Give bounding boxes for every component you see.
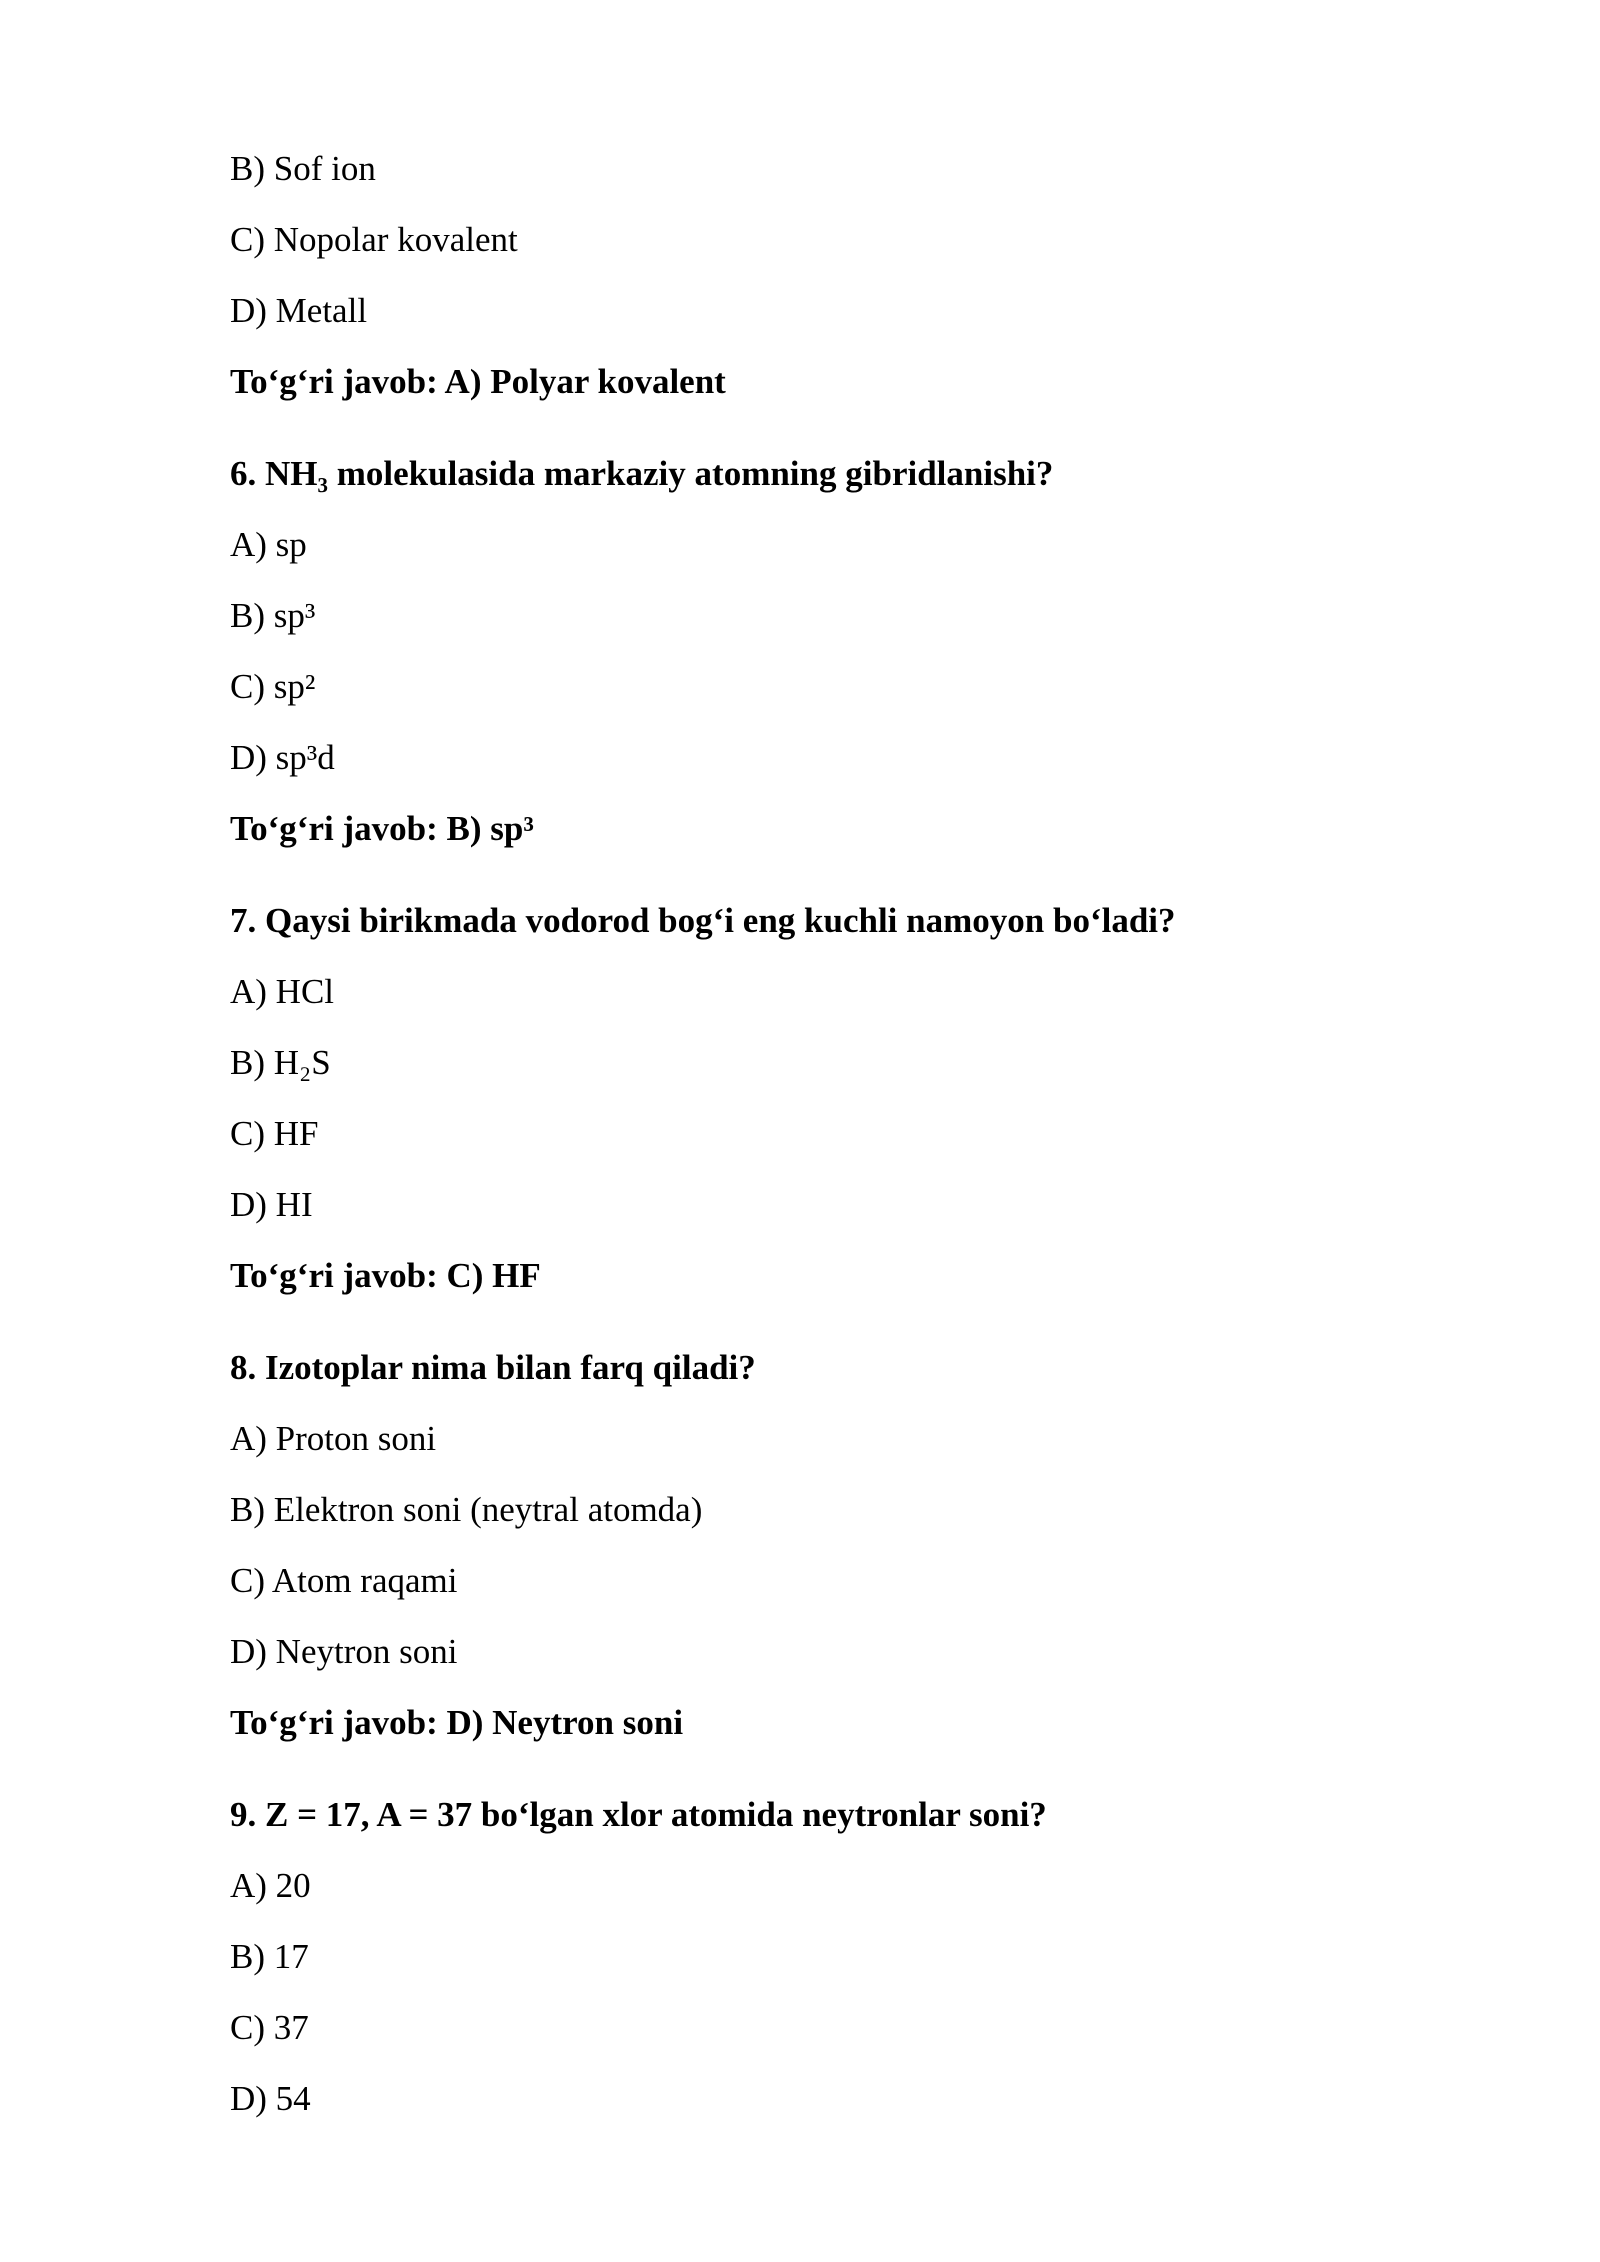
correct-answer: To‘g‘ri javob: A) Polyar kovalent <box>230 362 726 401</box>
correct-answer: To‘g‘ri javob: C) HF <box>230 1256 541 1295</box>
option-b: B) Elektron soni (neytral atomda) <box>230 1490 703 1529</box>
option-c: C) Atom raqami <box>230 1561 458 1600</box>
option-c: C) Nopolar kovalent <box>230 220 518 259</box>
option-b: B) H₂S <box>230 1043 331 1082</box>
option-d: D) sp³d <box>230 738 335 777</box>
correct-answer: To‘g‘ri javob: B) sp³ <box>230 809 534 848</box>
option-a: A) 20 <box>230 1866 311 1905</box>
question-6 <box>230 453 1430 850</box>
option-b: B) 17 <box>230 1937 309 1976</box>
question-text: 9. Z = 17, A = 37 bo‘lgan xlor atomida neytronlar soni? <box>230 1795 1047 1834</box>
option-a: A) sp <box>230 525 307 564</box>
question-5-continued <box>230 148 1430 403</box>
option-b: B) sp³ <box>230 596 316 635</box>
option-b: B) Sof ion <box>230 149 376 188</box>
correct-answer: To‘g‘ri javob: D) Neytron soni <box>230 1703 684 1742</box>
question-9 <box>230 1794 1430 2120</box>
option-a: A) Proton soni <box>230 1419 437 1458</box>
option-d: D) HI <box>230 1185 313 1224</box>
question-text: 7. Qaysi birikmada vodorod bog‘i eng kuchli namoyon bo‘ladi? <box>230 901 1176 940</box>
option-d: D) Metall <box>230 291 368 330</box>
option-d: D) 54 <box>230 2079 311 2118</box>
question-7 <box>230 900 1430 1297</box>
option-c: C) sp² <box>230 667 316 706</box>
option-d: D) Neytron soni <box>230 1632 458 1671</box>
option-a: A) HCl <box>230 972 335 1011</box>
option-c: C) HF <box>230 1114 319 1153</box>
option-c: C) 37 <box>230 2008 309 2047</box>
document-page <box>230 148 1430 2149</box>
question-text: 6. NH₃ molekulasida markaziy atomning gibridlanishi? <box>230 454 1054 493</box>
question-8 <box>230 1347 1430 1744</box>
question-text: 8. Izotoplar nima bilan farq qiladi? <box>230 1348 756 1387</box>
